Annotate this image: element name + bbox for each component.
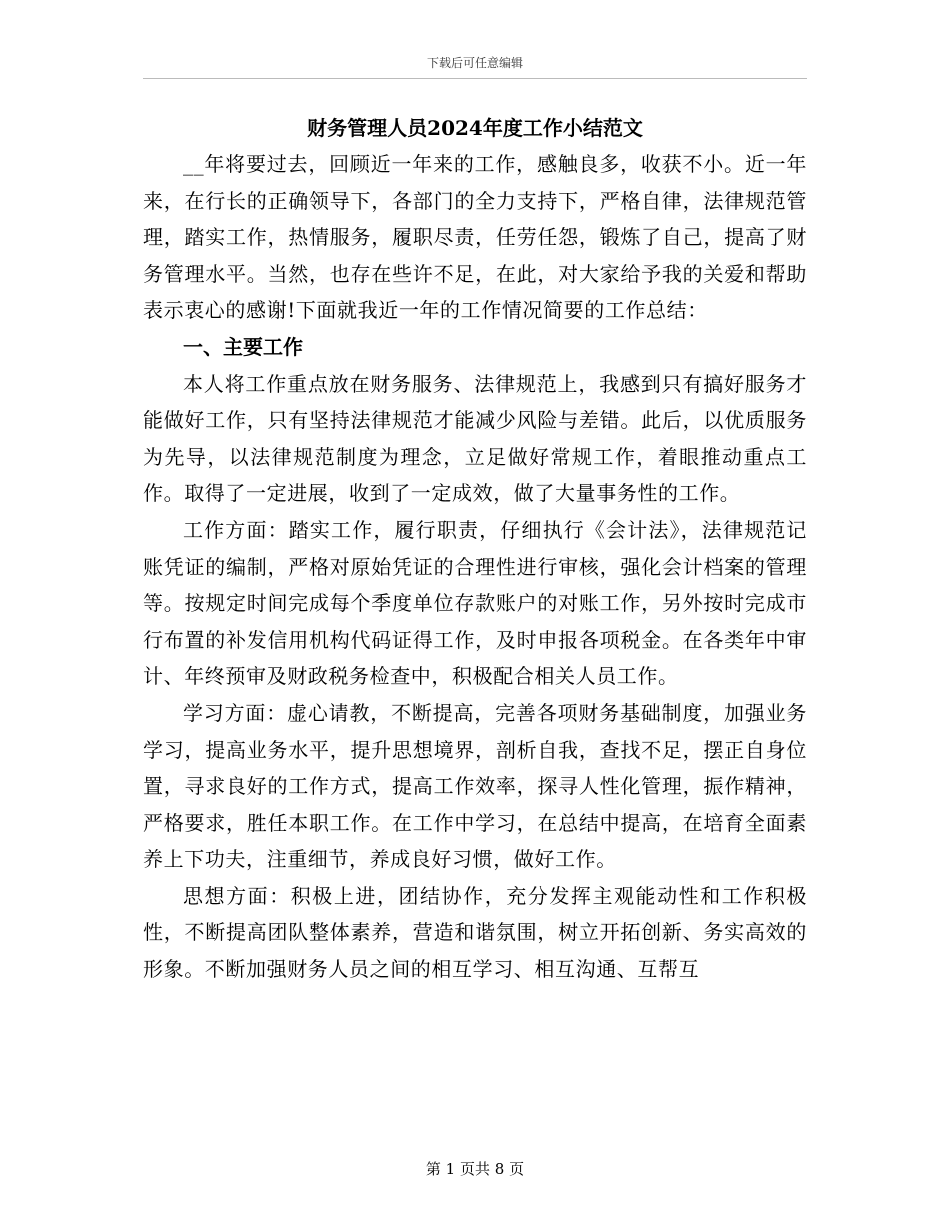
page-number: 第 1 页共 8 页 — [425, 1160, 525, 1178]
intro-paragraph: __年将要过去，回顾近一年来的工作，感触良多，收获不小。近一年来，在行长的正确领导下，各部门的全力支持下，严格自律，法律规范管理，踏实工作，热情服务，履职尽责，任劳任怨，锻炼了自己，提高了财务管理水平。当然，也存在些许不足，在此，对大家给予我的关爱和帮助表示衷心的感谢!下面就我近一年的工作情况简要的工作总结： — [143, 152, 807, 323]
section-heading-main-work: 一、主要工作 — [183, 334, 303, 359]
document-body — [143, 110, 807, 988]
header-note: 下载后可任意编辑 — [426, 56, 523, 70]
paragraph-work-aspect: 工作方面：踏实工作，履行职责，仔细执行《会计法》，法律规范记账凭证的编制，严格对原始凭证的合理性进行审核，强化会计档案的管理等。按规定时间完成每个季度单位存款账户的对账工作，另外按时完成市行布置的补发信用机构代码证得工作，及时申报各项税金。在各类年中审计、年终预审及财政税务检查中，积极配合相关人员工作。 — [143, 517, 807, 689]
paragraph-study-aspect: 学习方面：虚心请教，不断提高，完善各项财务基础制度，加强业务学习，提高业务水平，提升思想境界，剖析自我，查找不足，摆正自身位置，寻求良好的工作方式，提高工作效率，探寻人性化管理，振作精神，严格要求，胜任本职工作。在工作中学习，在总结中提高，在培育全面素养上下功夫，注重细节，养成良好习惯，做好工作。 — [143, 700, 807, 872]
document-title: 财务管理人员2024年度工作小结范文 — [307, 116, 643, 140]
paragraph-thought-aspect: 思想方面：积极上进，团结协作，充分发挥主观能动性和工作积极性，不断提高团队整体素养，营造和谐氛围，树立开拓创新、务实高效的形象。不断加强财务人员之间的相互学习、相互沟通、互帮互 — [143, 883, 807, 982]
paragraph-focus: 本人将工作重点放在财务服务、法律规范上，我感到只有搞好服务才能做好工作，只有坚持法律规范才能减少风险与差错。此后，以优质服务为先导，以法律规范制度为理念，立足做好常规工作，着眼推动重点工作。取得了一定进展，收到了一定成效，做了大量事务性的工作。 — [143, 371, 807, 506]
header-divider — [143, 78, 807, 79]
